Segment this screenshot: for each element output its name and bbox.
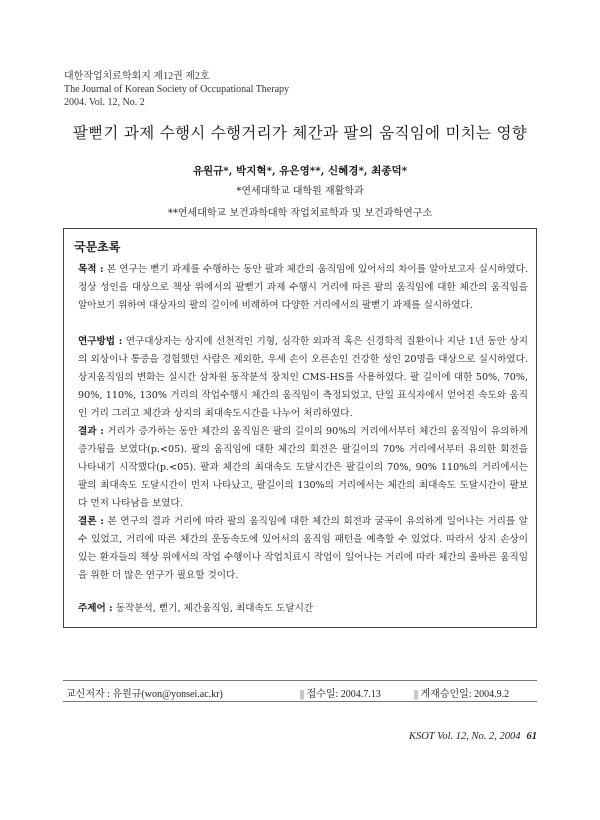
purpose-text: 본 연구는 뻗기 과제를 수행하는 동안 팔과 체간의 움직임에 있어서의 차이를 알아보고자 실시하였다. 정상 성인을 대상으로 책상 위에서의 팔뻗기 과제 수행시 거리에 따른 팔의 움직임에 대한 체간의 움직임을 알아보기 위하여 대상자의 팔의 길이에 비례하여 다양한 거리에서의 팔뻗기 과제를 실시하였다.: [78, 264, 528, 311]
author-list: 유원규*, 박지혁*, 유은영**, 신혜경*, 최종덕*: [192, 165, 408, 177]
corresponding-author: 교신저자 : 유원규(won@yonsei.ac.kr): [66, 689, 223, 700]
keywords-label: 주제어 :: [78, 603, 113, 614]
abstract-method: [78, 333, 528, 423]
accepted-date: || 게재승인일: 2004.9.2: [414, 689, 510, 700]
paper-title: 팔뻗기 과제 수행시 수행거리가 체간과 팔의 움직임에 미치는 영향: [72, 124, 528, 142]
footer-journal: KSOT Vol. 12, No. 2, 2004: [408, 731, 521, 742]
korean-abstract-box: [63, 228, 537, 628]
abstract-keywords: [78, 600, 528, 618]
page-footer: [409, 731, 537, 742]
journal-header: [64, 70, 289, 109]
footer-rule-bottom: [63, 701, 537, 702]
result-text: 거리가 증가하는 동안 체간의 움직임은 팔의 길이의 90%의 거리에서부터 체간의 움직임이 유의하게 증가됨을 보였다(p.<05). 팔의 움직임에 대한 체간의 회전은 팔길이의 70% 거리에서부터 유의한 회전을 나타내기 시작했다(p.<05). 팔과 체간의 최대속도 도달시간은 팔길이의 70%, 90% 110%의 거리에서는 팔의 최대속도 도달시간이 먼저 나타났고, 팔길이의 130%의 거리에서는 체간의 최대속도 도달시간이 팔보다 먼저 나타남을 보였다.: [78, 426, 528, 509]
abstract-conclusion: [78, 513, 528, 585]
conclusion-label: 결론 :: [78, 516, 104, 527]
abstract-result: [78, 423, 528, 513]
purpose-label: 목적 :: [78, 264, 104, 275]
result-label: 결과 :: [78, 426, 104, 437]
footer-rule-top: [63, 680, 537, 681]
affiliation-2: **연세대학교 보건과학대학 작업치료학과 및 보건과학연구소: [167, 208, 433, 219]
abstract-purpose: [78, 261, 528, 315]
received-date: || 접수일: 2004.7.13: [300, 689, 381, 700]
method-label: 연구방법 :: [78, 336, 123, 347]
journal-name-english: The Journal of Korean Society of Occupational Therapy: [64, 84, 290, 95]
abstract-title: 국문초록: [74, 240, 121, 254]
conclusion-text: 본 연구의 결과 거리에 따라 팔의 움직임에 대한 체간의 회전과 굴곡이 유의하게 일어나는 거리를 알 수 있었고, 거리에 따른 체간의 운동속도에 있어서의 움직임 패턴을 예측할 수 있었다. 따라서 상지 손상이 있는 환자들의 책상 위에서의 작업 수행이나 작업치료시 작업이 일어나는 거리에 따라 체간의 올바른 움직임을 위한 더 많은 연구가 필요할 것이다.: [78, 516, 528, 581]
keywords-text: 동작분석, 뻗기, 체간움직임, 최대속도 도달시간: [112, 603, 314, 614]
journal-issue: 2004. Vol. 12, No. 2: [64, 97, 145, 108]
method-text: 연구대상자는 상지에 선천적인 기형, 심각한 외과적 혹은 신경학적 질환이나 지난 1년 동안 상지의 외상이나 통증을 경험했던 사람은 제외한, 우세 손이 오른손인 건강한 성인 20명을 대상으로 실시하였다. 상지움직임의 변화는 실시간 삼차원 동작분석 장치인 CMS-HS를 사용하였다. 팔 길이에 대한 50%, 70%, 90%, 110%, 130% 거리의 작업수행시 체간의 움직임이 측정되었고, 단일 표식자에서 얻어진 속도와 움직인 거리 그리고 체간과 상지의 최대속도시간을 나누어 처리하였다.: [78, 336, 529, 419]
journal-name-korean: 대한작업치료학회지 제12권 제2호: [64, 71, 210, 82]
page-number: 61: [526, 731, 537, 742]
affiliation-1: *연세대학교 대학원 재활학과: [236, 186, 364, 197]
